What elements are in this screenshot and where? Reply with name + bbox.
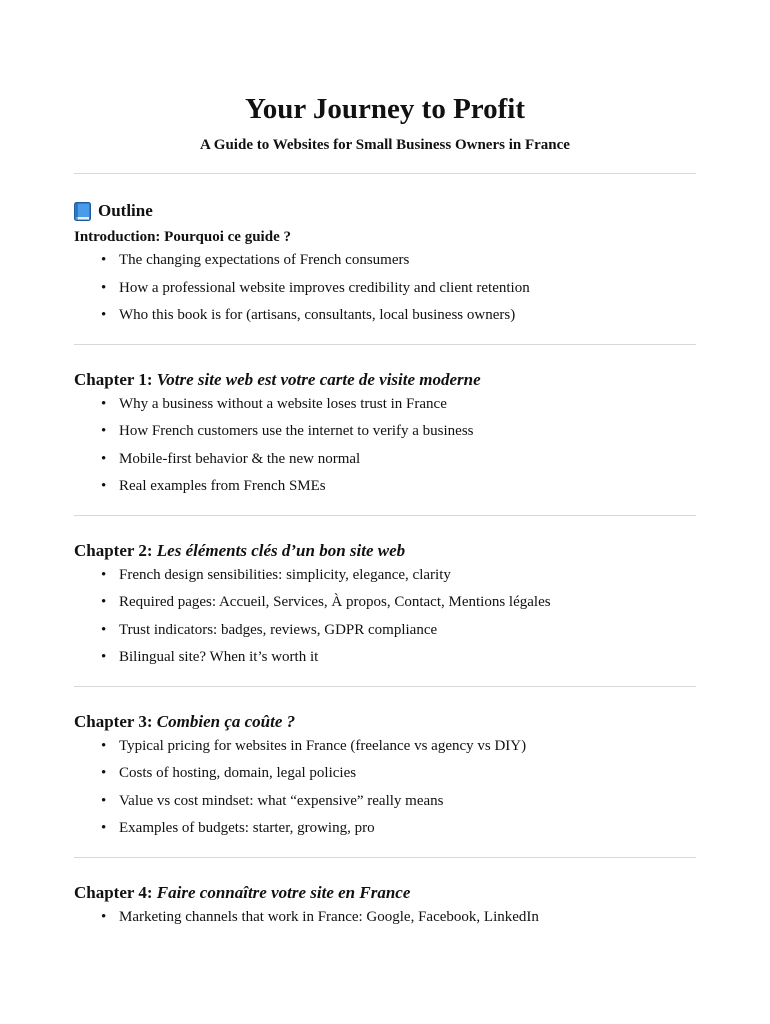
- chapter-1-list: [74, 391, 696, 501]
- chapter-3-list: [74, 733, 696, 843]
- chapter-label: Chapter 3:: [74, 711, 153, 731]
- divider: [74, 857, 696, 858]
- list-item: • How French customers use the internet to verify a business: [101, 418, 696, 446]
- list-item: • How a professional website improves credibility and client retention: [101, 275, 696, 303]
- list-item: • Trust indicators: badges, reviews, GDPR compliance: [101, 617, 696, 645]
- document-title: Your Journey to Profit: [244, 93, 526, 125]
- intro-heading: Introduction: Pourquoi ce guide ?: [74, 229, 291, 245]
- list-item: • Costs of hosting, domain, legal policies: [101, 760, 696, 788]
- chapter-label: Chapter 4:: [74, 882, 153, 902]
- chapter-3-heading: [74, 711, 696, 733]
- book-icon: [74, 202, 91, 221]
- list-item: • Typical pricing for websites in France (freelance vs agency vs DIY): [101, 733, 696, 761]
- list-item: • Marketing channels that work in France: Google, Facebook, LinkedIn: [101, 904, 696, 932]
- list-item: • The changing expectations of French consumers: [101, 247, 696, 275]
- divider: [74, 515, 696, 516]
- chapter-2-heading: [74, 540, 696, 562]
- list-item: • Bilingual site? When it’s worth it: [101, 644, 696, 672]
- list-item: • Value vs cost mindset: what “expensive” really means: [101, 788, 696, 816]
- list-item: • Who this book is for (artisans, consultants, local business owners): [101, 302, 696, 330]
- chapter-2-list: [74, 562, 696, 672]
- chapter-title: Votre site web est votre carte de visite moderne: [156, 369, 481, 389]
- chapter-title: Faire connaître votre site en France: [156, 882, 411, 902]
- divider: [74, 686, 696, 687]
- chapter-4-list: [74, 904, 696, 932]
- chapter-1-section: [74, 369, 696, 501]
- document-subtitle: A Guide to Websites for Small Business Owners in France: [200, 137, 570, 153]
- intro-list: [74, 247, 696, 330]
- chapter-2-section: [74, 540, 696, 672]
- divider: [74, 173, 696, 174]
- list-item: • Why a business without a website loses trust in France: [101, 391, 696, 419]
- outline-heading-label: Outline: [98, 201, 153, 220]
- list-item: • Real examples from French SMEs: [101, 473, 696, 501]
- list-item: • Required pages: Accueil, Services, À propos, Contact, Mentions légales: [101, 589, 696, 617]
- chapter-label: Chapter 1:: [74, 369, 153, 389]
- chapter-4-heading: [74, 882, 696, 904]
- list-item: • Mobile-first behavior & the new normal: [101, 446, 696, 474]
- divider: [74, 344, 696, 345]
- chapter-3-section: [74, 711, 696, 843]
- chapter-title: Les éléments clés d’un bon site web: [156, 540, 406, 560]
- chapter-label: Chapter 2:: [74, 540, 153, 560]
- chapter-4-section: [74, 882, 696, 932]
- outline-heading: [74, 200, 696, 222]
- list-item: • Examples of budgets: starter, growing, pro: [101, 815, 696, 843]
- list-item: • French design sensibilities: simplicity, elegance, clarity: [101, 562, 696, 590]
- chapter-title: Combien ça coûte ?: [156, 711, 296, 731]
- chapter-1-heading: [74, 369, 696, 391]
